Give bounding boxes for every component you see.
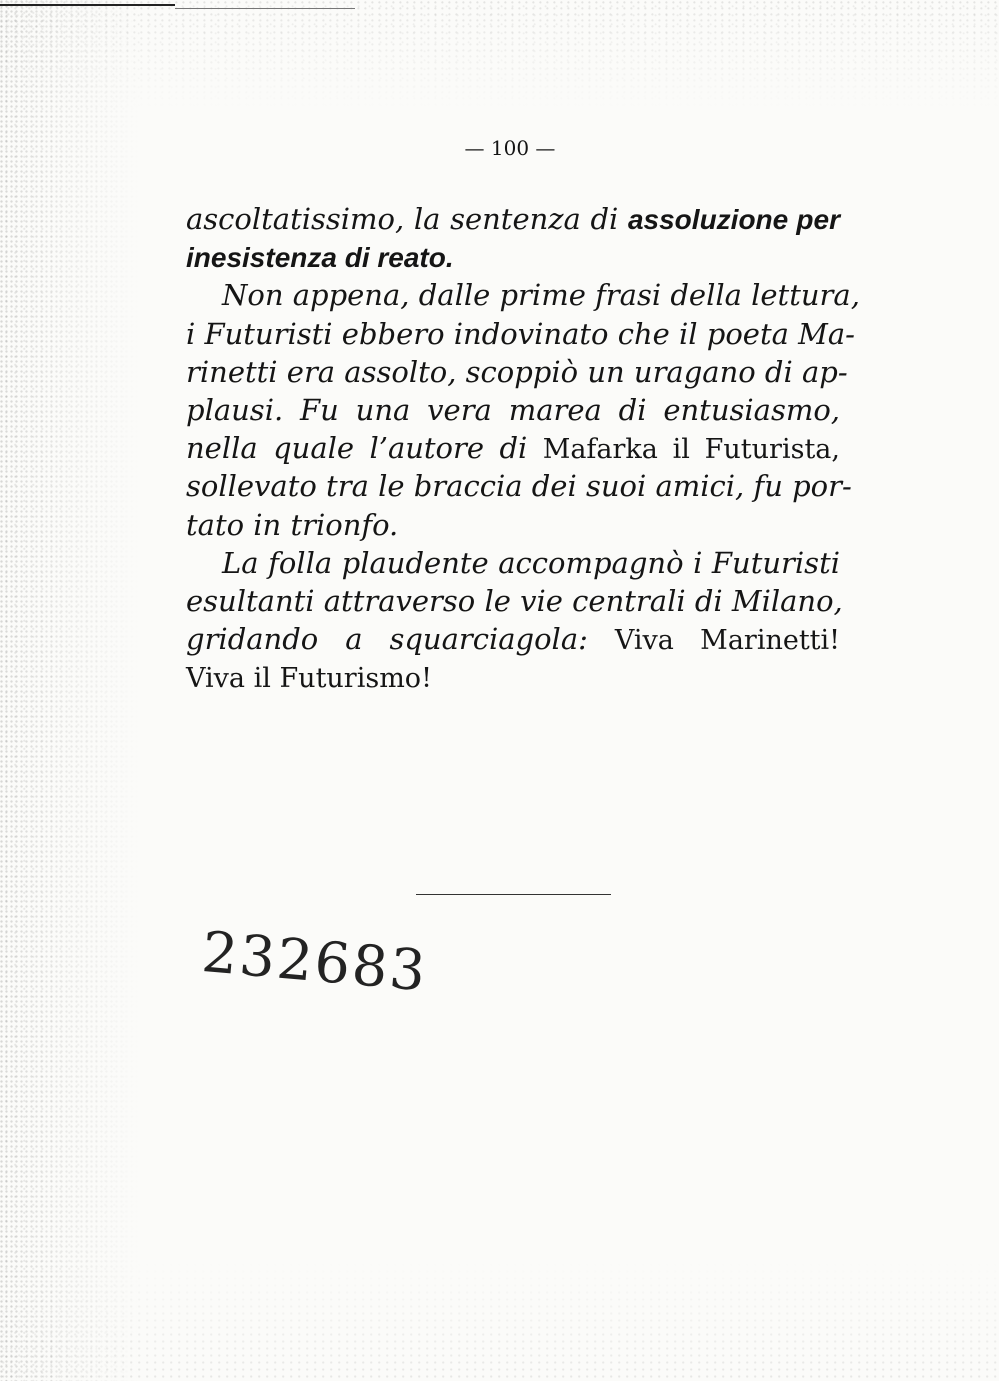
text-line <box>186 391 840 429</box>
text-line <box>186 506 840 544</box>
body-text <box>186 200 860 696</box>
text-line <box>186 544 840 582</box>
text-line <box>186 582 843 620</box>
end-rule <box>416 894 611 895</box>
text-run: La folla plaudente accompagnò i Futuristi <box>222 545 840 580</box>
text-run: esultanti attraverso le vie centrali di Milano, <box>186 583 843 618</box>
text-run: Viva il Futurismo! <box>186 663 432 695</box>
page-number: — 100 — <box>464 136 556 160</box>
text-line <box>186 276 860 314</box>
text-line <box>186 429 840 467</box>
text-line <box>186 200 840 238</box>
scan-noise-left <box>0 0 140 1381</box>
inventory-stamp-number: 232683 <box>199 920 430 1005</box>
text-run: i Futuristi ebbero indovinato che il poeta Ma- <box>186 316 855 351</box>
text-run: nella quale l’autore di <box>186 431 543 466</box>
text-line <box>186 353 848 391</box>
text-run: tato in trionfo. <box>186 507 399 542</box>
text-line <box>186 658 840 696</box>
text-run: rinetti era assolto, scoppiò un uragano di ap- <box>186 354 848 389</box>
text-run: ascoltatissimo, la sentenza di <box>186 202 628 236</box>
scan-noise-top <box>0 0 999 110</box>
scan-noise-bottom <box>0 1261 999 1381</box>
text-line <box>186 620 840 658</box>
scan-edge-line-faint <box>175 8 355 9</box>
text-line <box>186 467 852 505</box>
text-line <box>186 238 840 276</box>
text-run: plausi. Fu una vera marea di entusiasmo, <box>186 392 840 427</box>
text-line <box>186 315 855 353</box>
text-run: assoluzione per <box>627 204 840 235</box>
text-run: inesistenza di reato. <box>186 242 454 274</box>
text-run: Viva Marinetti! <box>614 625 841 657</box>
text-run: sollevato tra le braccia dei suoi amici, fu por- <box>186 469 852 504</box>
text-run: Mafarka il Futurista, <box>542 434 840 466</box>
text-run: gridando a squarciagola: <box>186 622 615 657</box>
text-run: Non appena, dalle prime frasi della lettura, <box>222 278 860 313</box>
scan-edge-line <box>0 4 175 6</box>
